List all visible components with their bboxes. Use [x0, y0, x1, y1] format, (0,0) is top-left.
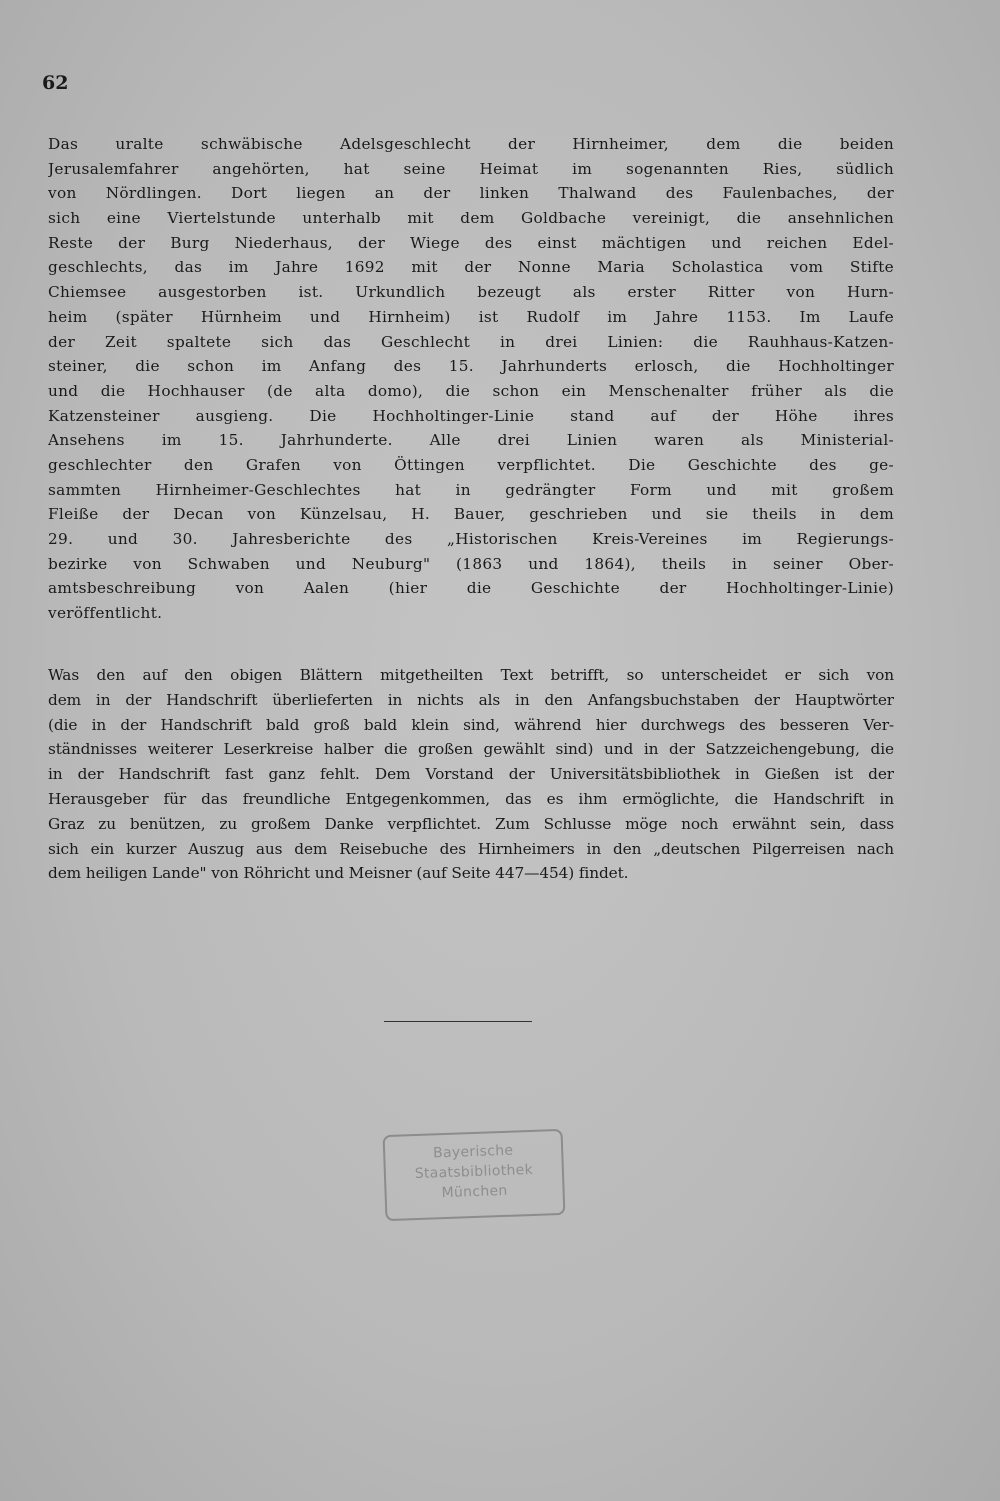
text-line: heim (später Hürnheim und Hirnheim) ist Rudolf im Jahre 1153. Im Laufe: [48, 307, 894, 326]
text-line: Chiemsee ausgestorben ist. Urkundlich bezeugt als erster Ritter von Hurn-: [48, 283, 894, 302]
text-line: Reste der Burg Niederhaus, der Wiege des einst mächtigen und reichen Edel-: [48, 233, 894, 252]
stamp-line: Staatsbibliothek: [414, 1161, 534, 1183]
text-line: amtsbeschreibung von Aalen (hier die Geschichte der Hochholtinger-Linie): [48, 579, 894, 598]
text-line: sammten Hirnheimer-Geschlechtes hat in gedrängter Form und mit großem: [48, 480, 894, 499]
text-line: dem in der Handschrift überlieferten in nichts als in den Anfangsbuchstaben der Hauptwörter: [48, 690, 894, 709]
text-line: 29. und 30. Jahresberichte des „Historischen Kreis-Vereines im Regierungs-: [48, 530, 894, 548]
text-line: sich ein kurzer Auszug aus dem Reisebuche des Hirnheimers in den „deutschen Pilgerreisen nach: [48, 839, 894, 858]
text-line: von Nördlingen. Dort liegen an der linken Thalwand des Faulenbaches, der: [48, 184, 894, 203]
section-separator-rule: [384, 1021, 532, 1022]
text-line: Herausgeber für das freundliche Entgegenkommen, das es ihm ermöglichte, die Handschrift in: [48, 789, 894, 808]
library-stamp: [383, 1129, 566, 1221]
text-line: Das uralte schwäbische Adelsgeschlecht der Hirnheimer, dem die beiden: [48, 135, 894, 153]
text-line: Jerusalemfahrer angehörten, hat seine Heimat im sogenannten Ries, südlich: [48, 159, 894, 178]
text-line: veröffentlicht.: [48, 604, 163, 623]
paragraph-editorial-note: [48, 663, 894, 886]
text-line: Fleiße der Decan von Künzelsau, H. Bauer, geschrieben und sie theils in dem: [48, 505, 894, 524]
text-line: und die Hochhauser (de alta domo), die schon ein Menschenalter früher als die: [48, 381, 894, 400]
text-line: in der Handschrift fast ganz fehlt. Dem Vorstand der Universitätsbibliothek in Gießen ist der: [48, 765, 894, 784]
text-line: bezirke von Schwaben und Neuburg" (1863 und 1864), theils in seiner Ober-: [48, 554, 894, 573]
text-line: ständnisses weiterer Leserkreise halber die großen gewählt sind) und in der Satzzeichengebung, die: [48, 740, 894, 759]
text-line: der Zeit spaltete sich das Geschlecht in drei Linien: die Rauhhaus-Katzen-: [48, 332, 894, 351]
text-line: dem heiligen Lande" von Röhricht und Meisner (auf Seite 447—454) findet.: [48, 864, 629, 883]
text-line: (die in der Handschrift bald groß bald klein sind, während hier durchwegs des besseren Ver-: [48, 715, 894, 734]
text-line: Ansehens im 15. Jahrhunderte. Alle drei Linien waren als Ministerial-: [48, 431, 894, 450]
stamp-line: München: [441, 1182, 508, 1202]
text-line: Graz zu benützen, zu großem Danke verpflichtet. Zum Schlusse möge noch erwähnt sein, dass: [48, 814, 894, 833]
text-line: geschlechter den Grafen von Öttingen verpflichtet. Die Geschichte des ge-: [48, 455, 894, 474]
page-number: 62: [42, 72, 69, 94]
paragraph-hirnheimer-history: [48, 132, 894, 626]
text-line: geschlechts, das im Jahre 1692 mit der Nonne Maria Scholastica vom Stifte: [48, 258, 894, 277]
text-line: Was den auf den obigen Blättern mitgetheilten Text betrifft, so unterscheidet er sich von: [48, 666, 894, 684]
stamp-line: Bayerische: [432, 1142, 514, 1162]
text-line: steiner, die schon im Anfang des 15. Jahrhunderts erlosch, die Hochholtinger: [48, 357, 894, 376]
text-line: sich eine Viertelstunde unterhalb mit dem Goldbache vereinigt, die ansehnlichen: [48, 209, 894, 228]
text-line: Katzensteiner ausgieng. Die Hochholtinger-Linie stand auf der Höhe ihres: [48, 406, 894, 425]
